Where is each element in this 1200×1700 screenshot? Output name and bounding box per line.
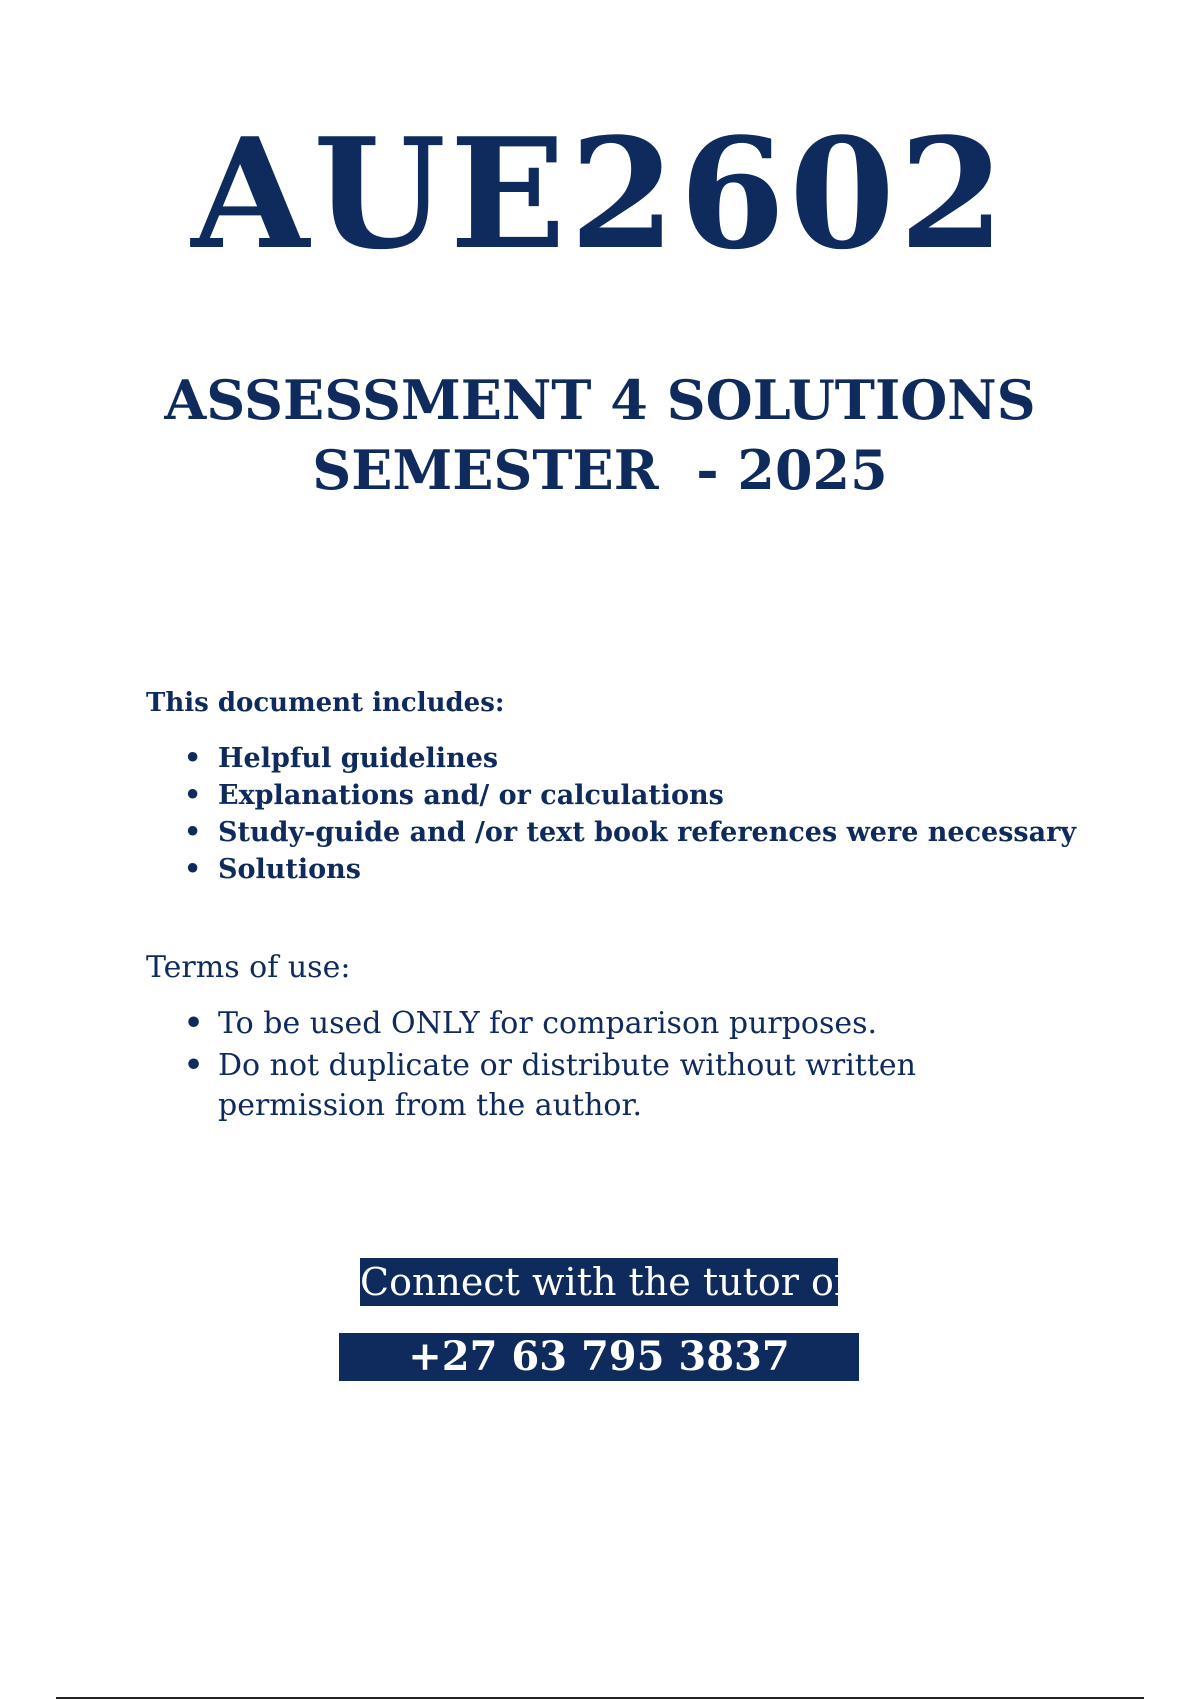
includes-list	[180, 740, 1076, 888]
list-item	[180, 851, 1076, 888]
title-line-assessment: ASSESSMENT 4 SOLUTIONS	[164, 368, 1036, 432]
terms-item-comparison: To be used ONLY for comparison purposes.	[218, 1006, 878, 1041]
bullet-icon: •	[184, 1006, 204, 1041]
bullet-icon: •	[184, 780, 202, 811]
terms-item-distribution: Do not duplicate or distribute without written permission from the author.	[218, 1048, 916, 1123]
includes-item-solutions: Solutions	[218, 854, 361, 885]
document-title	[0, 365, 1200, 505]
bullet-icon: •	[184, 817, 202, 848]
tutor-phone-number: +27 63 795 3837	[339, 1333, 859, 1381]
list-item	[180, 1004, 940, 1044]
terms-list	[180, 1004, 940, 1128]
includes-heading: This document includes:	[146, 688, 505, 718]
course-code-heading: AUE2602	[191, 104, 1009, 283]
title-line-semester: SEMESTER - 2025	[312, 438, 888, 502]
connect-tutor-label: Connect with the tutor on	[360, 1260, 859, 1304]
includes-item-references: Study-guide and /or text book references were necessary	[218, 817, 1077, 848]
bullet-icon: •	[184, 1048, 204, 1083]
list-item	[180, 777, 1076, 814]
list-item	[180, 740, 1076, 777]
terms-heading: Terms of use:	[146, 950, 351, 985]
list-item	[180, 1046, 940, 1126]
includes-item-guidelines: Helpful guidelines	[218, 743, 499, 774]
bullet-icon: •	[184, 743, 202, 774]
footer-divider	[56, 1697, 1144, 1699]
list-item	[180, 814, 1076, 851]
includes-item-explanations: Explanations and/ or calculations	[218, 780, 724, 811]
bullet-icon: •	[184, 854, 202, 885]
